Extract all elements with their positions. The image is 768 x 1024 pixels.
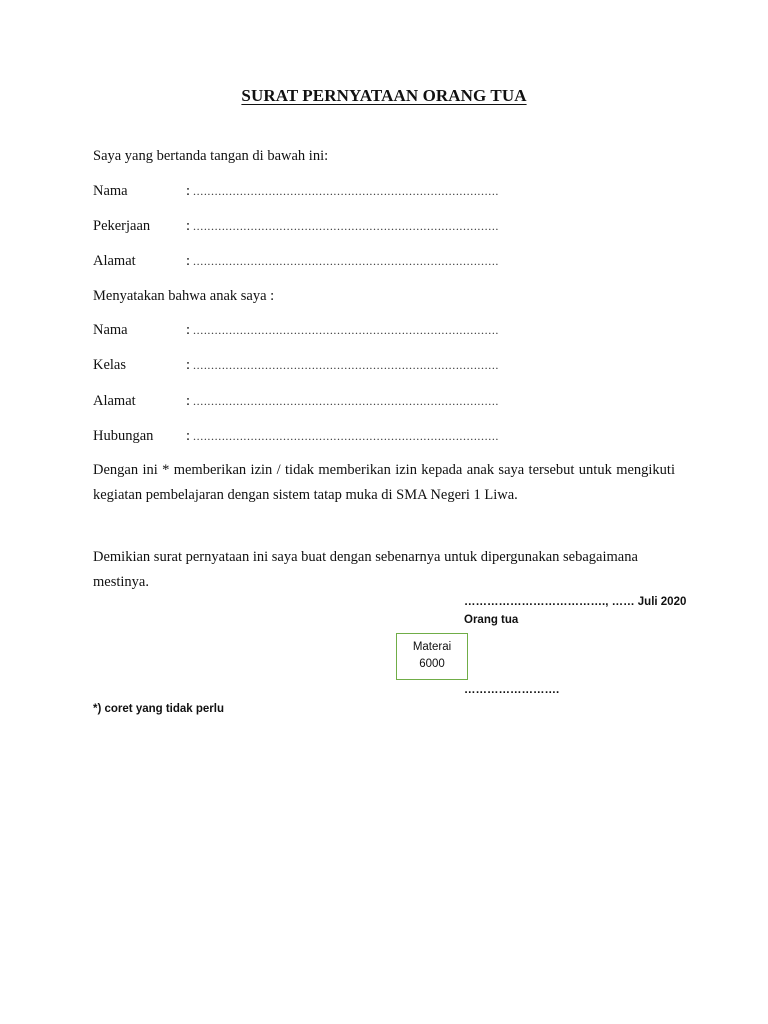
- field-label: Alamat: [93, 393, 136, 409]
- child-address-field: [93, 393, 563, 410]
- field-label: Kelas: [93, 357, 127, 373]
- child-relationship-field: [93, 428, 563, 445]
- field-label: Pekerjaan: [93, 218, 151, 234]
- fill-in-dots: .....................................................................................: [193, 429, 500, 443]
- stamp-value: 6000: [419, 658, 445, 670]
- footnote: *) coret yang tidak perlu: [93, 703, 225, 715]
- field-label: Hubungan: [93, 428, 154, 444]
- intro-text: Saya yang bertanda tangan di bawah ini:: [93, 148, 329, 164]
- child-intro-text: Menyatakan bahwa anak saya :: [93, 288, 275, 304]
- fill-in-dots: .....................................................................................: [193, 394, 500, 408]
- field-label: Nama: [93, 322, 128, 338]
- field-colon: :: [186, 218, 191, 234]
- signature-role: Orang tua: [464, 614, 519, 626]
- field-colon: :: [186, 183, 191, 199]
- field-colon: :: [186, 393, 191, 409]
- fill-in-dots: .....................................................................................: [193, 184, 500, 198]
- stamp-duty-box: [396, 633, 468, 680]
- closing-paragraph: Demikian surat pernyataan ini saya buat dengan sebenarnya untuk dipergunakan sebagaimana mestinya.: [93, 549, 638, 590]
- document-title: SURAT PERNYATAAN ORANG TUA: [241, 86, 527, 105]
- fill-in-dots: .....................................................................................: [193, 254, 500, 268]
- permission-paragraph: Dengan ini * memberikan izin / tidak memberikan izin kepada anak saya tersebut untuk mengikuti kegiatan pembelajaran dengan sistem tatap muka di SMA Negeri 1 Liwa.: [93, 462, 675, 503]
- child-name-field: [93, 322, 563, 339]
- field-label: Nama: [93, 183, 128, 199]
- field-label: Alamat: [93, 253, 136, 269]
- fill-in-dots: .....................................................................................: [193, 358, 500, 372]
- parent-name-field: [93, 183, 563, 200]
- signature-date-line: ………………………………., …… Juli 2020: [464, 596, 687, 608]
- fill-in-dots: .....................................................................................: [193, 323, 500, 337]
- parent-occupation-field: [93, 218, 563, 235]
- parent-address-field: [93, 253, 563, 270]
- field-colon: :: [186, 357, 191, 373]
- fill-in-dots: .....................................................................................: [193, 219, 500, 233]
- field-colon: :: [186, 322, 191, 338]
- signature-name-line: …………………….: [464, 684, 560, 696]
- field-colon: :: [186, 253, 191, 269]
- stamp-label: Materai: [412, 641, 452, 653]
- field-colon: :: [186, 428, 191, 444]
- child-class-field: [93, 357, 563, 374]
